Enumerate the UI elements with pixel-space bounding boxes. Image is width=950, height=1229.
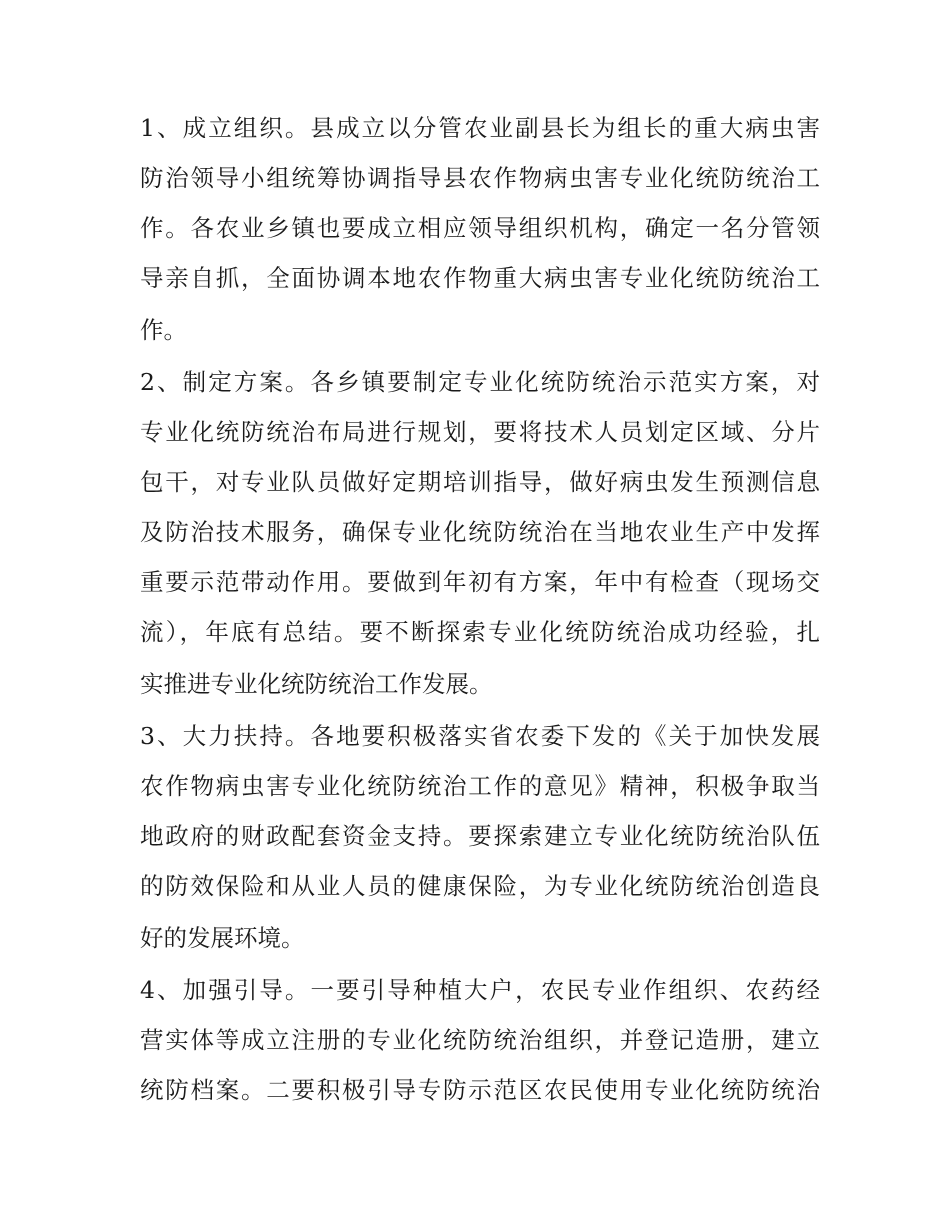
text-line: 包干，对专业队员做好定期培训指导，做好病虫发生预测信息 (140, 468, 820, 496)
text-line: 的防效保险和从业人员的健康保险，为专业化统防统治创造良 (140, 872, 820, 900)
text-line: 作。各农业乡镇也要成立相应领导组织机构，确定一名分管领 (140, 214, 820, 242)
text-line: 防治领导小组统筹协调指导县农作物病虫害专业化统防统治工 (140, 164, 820, 192)
text-line: 地政府的财政配套资金支持。要探索建立专业化统防统治队伍 (140, 822, 820, 850)
text-line: 1、成立组织。县成立以分管农业副县长为组长的重大病虫害 (140, 114, 820, 142)
text-line: 实推进专业化统防统治工作发展。 (140, 670, 493, 698)
text-line: 作。 (140, 316, 187, 344)
text-line: 好的发展环境。 (140, 924, 305, 952)
text-line: 流），年底有总结。要不断探索专业化统防统治成功经验，扎 (140, 618, 820, 646)
text-line: 及防治技术服务，确保专业化统防统治在当地农业生产中发挥 (140, 518, 820, 546)
text-line: 农作物病虫害专业化统防统治工作的意见》精神，积极争取当 (140, 772, 820, 800)
text-line: 4、加强引导。一要引导种植大户，农民专业作组织、农药经 (140, 976, 820, 1004)
text-line: 导亲自抓，全面协调本地农作物重大病虫害专业化统防统治工 (140, 264, 820, 292)
text-line: 营实体等成立注册的专业化统防统治组织，并登记造册，建立 (140, 1026, 820, 1054)
text-line: 专业化统防统治布局进行规划，要将技术人员划定区域、分片 (140, 418, 820, 446)
text-line: 2、制定方案。各乡镇要制定专业化统防统治示范实方案，对 (140, 368, 820, 396)
text-line: 3、大力扶持。各地要积极落实省农委下发的《关于加快发展 (140, 722, 820, 750)
text-line: 统防档案。二要积极引导专防示范区农民使用专业化统防统治 (140, 1076, 820, 1104)
text-line: 重要示范带动作用。要做到年初有方案，年中有检查（现场交 (140, 568, 820, 596)
